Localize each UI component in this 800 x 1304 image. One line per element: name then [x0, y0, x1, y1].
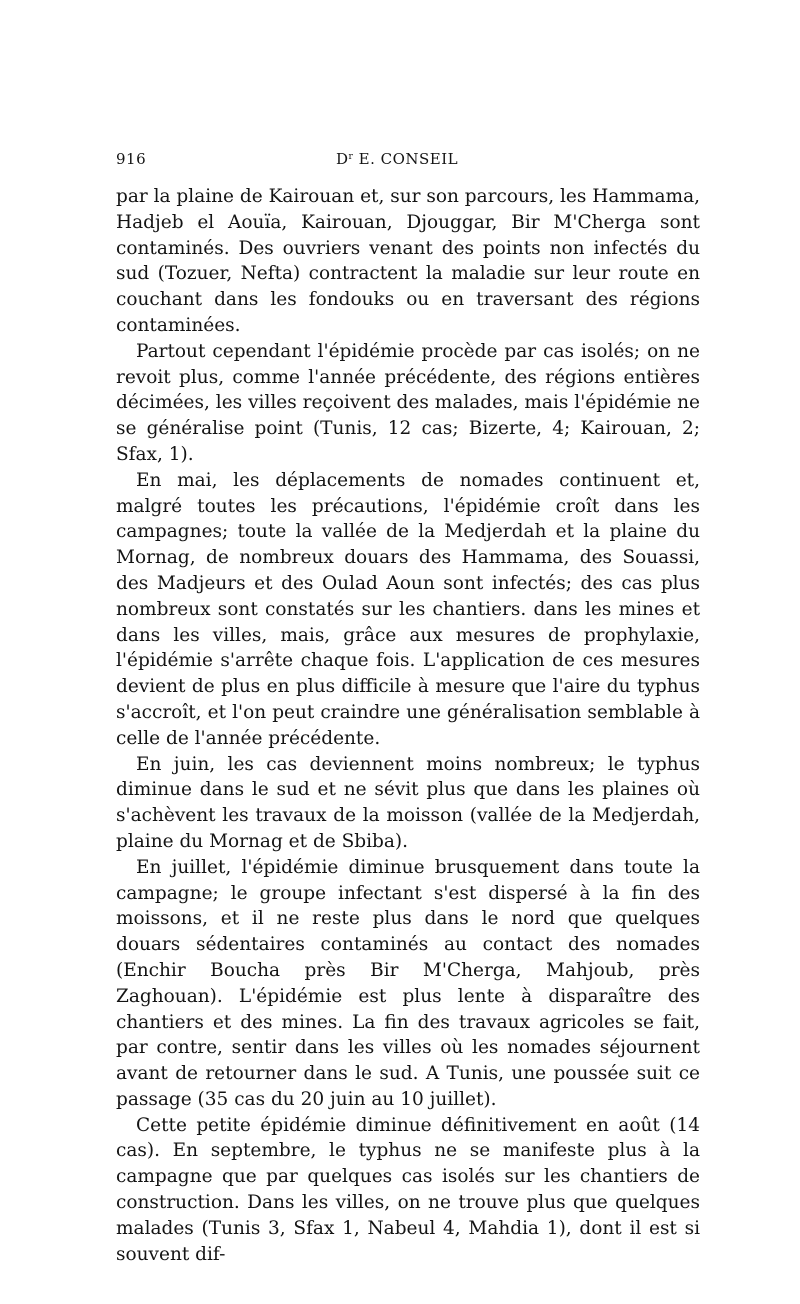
- paragraph-6: Cette petite épidémie diminue définitivement en août (14 cas). En septembre, le typhus ne se manifeste plus à la campagne que par quelques cas isolés sur les chantiers de construction. Dans les villes, on ne trouve plus que quelques malades (Tunis 3, Sfax 1, Nabeul 4, Mahdia 1), dont il est si souvent dif-: [116, 1114, 700, 1265]
- paragraph-2: Partout cependant l'épidémie procède par cas isolés; on ne revoit plus, comme l'année précédente, des régions entières décimées, les villes reçoivent des malades, mais l'épidémie ne se généralise point (Tunis, 12 cas; Bizerte, 4; Kairouan, 2; Sfax, 1).: [116, 340, 700, 465]
- body-text: [116, 184, 700, 1267]
- paragraph-1: par la plaine de Kairouan et, sur son parcours, les Hammama, Hadjeb el Aouïa, Kairouan, Djouggar, Bir M'Cherga sont contaminés. Des ouvriers venant des points non infectés du sud (Tozuer, Nefta) contractent la maladie sur leur route en couchant dans les fondouks ou en traversant des régions contaminées.: [116, 186, 700, 336]
- author-prefix: D: [336, 150, 349, 168]
- page-number: 916: [116, 150, 147, 168]
- author-prefix-superscript: r: [348, 152, 354, 162]
- page-header: [116, 150, 696, 172]
- paragraph-4: En juin, les cas deviennent moins nombreux; le typhus diminue dans le sud et ne sévit plus que dans les plaines où s'achèvent les travaux de la moisson (vallée de la Medjerdah, plaine du Mornag et de Sbiba).: [116, 753, 700, 852]
- paragraph-3: En mai, les déplacements de nomades continuent et, malgré toutes les précautions, l'épidémie croît dans les campagnes; toute la vallée de la Medjerdah et la plaine du Mornag, de nombreux douars des Hammama, des Souassi, des Madjeurs et des Oulad Aoun sont infectés; des cas plus nombreux sont constatés sur les chantiers. dans les mines et dans les villes, mais, grâce aux mesures de prophylaxie, l'épidémie s'arrête chaque fois. L'application de ces mesures devient de plus en plus difficile à mesure que l'aire du typhus s'accroît, et l'on peut craindre une généralisation semblable à celle de l'année précédente.: [116, 469, 700, 749]
- author-name: E. CONSEIL: [358, 150, 459, 168]
- running-head-author: [336, 150, 458, 168]
- paragraph-5: En juillet, l'épidémie diminue brusquement dans toute la campagne; le groupe infectant s'est dispersé à la fin des moissons, et il ne reste plus dans le nord que quelques douars sédentaires contaminés au contact des nomades (Enchir Boucha près Bir M'Cherga, Mahjoub, près Zaghouan). L'épidémie est plus lente à disparaître des chantiers et des mines. La fin des travaux agricoles se fait, par contre, sentir dans les villes où les nomades séjournent avant de retourner dans le sud. A Tunis, une poussée suit ce passage (35 cas du 20 juin au 10 juillet).: [116, 856, 700, 1110]
